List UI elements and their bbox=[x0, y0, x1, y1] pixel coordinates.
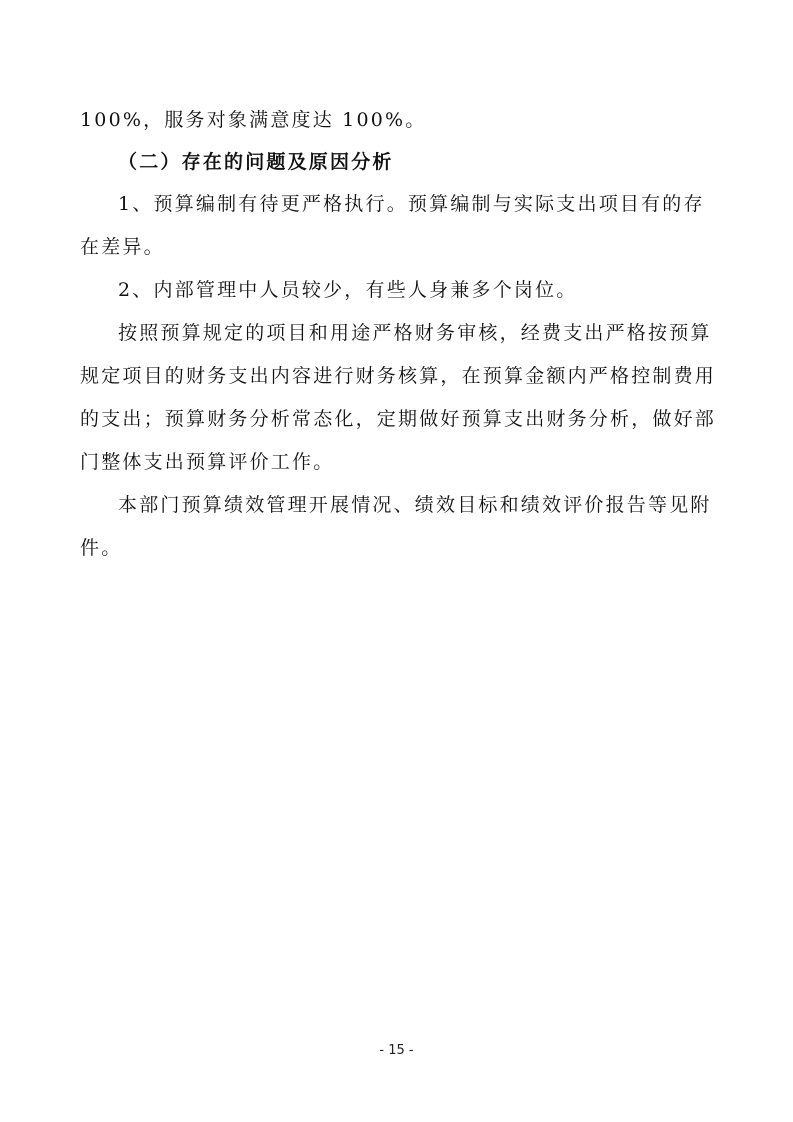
paragraph-line: 规定项目的财务支出内容进行财务核算，在预算金额内严格控制费用 bbox=[80, 365, 717, 387]
paragraph-line: 本部门预算绩效管理开展情况、绩效目标和绩效评价报告等见附 bbox=[118, 494, 712, 516]
paragraph-line: 门整体支出预算评价工作。 bbox=[80, 451, 335, 473]
paragraph-line: 1、预算编制有待更严格执行。预算编制与实际支出项目有的存 bbox=[118, 193, 705, 215]
paragraph-line: 按照预算规定的项目和用途严格财务审核，经费支出严格按预算 bbox=[118, 322, 712, 344]
paragraph-line: 件。 bbox=[80, 537, 123, 559]
section-heading: （二）存在的问题及原因分析 bbox=[118, 151, 394, 173]
paragraph-line: 2、内部管理中人员较少，有些人身兼多个岗位。 bbox=[118, 279, 578, 301]
paragraph-line: 100%，服务对象满意度达 100%。 bbox=[80, 109, 427, 131]
paragraph-line: 的支出；预算财务分析常态化，定期做好预算支出财务分析，做好部 bbox=[80, 408, 717, 430]
page-number: - 15 - bbox=[379, 1043, 414, 1058]
paragraph-line: 在差异。 bbox=[80, 236, 165, 258]
